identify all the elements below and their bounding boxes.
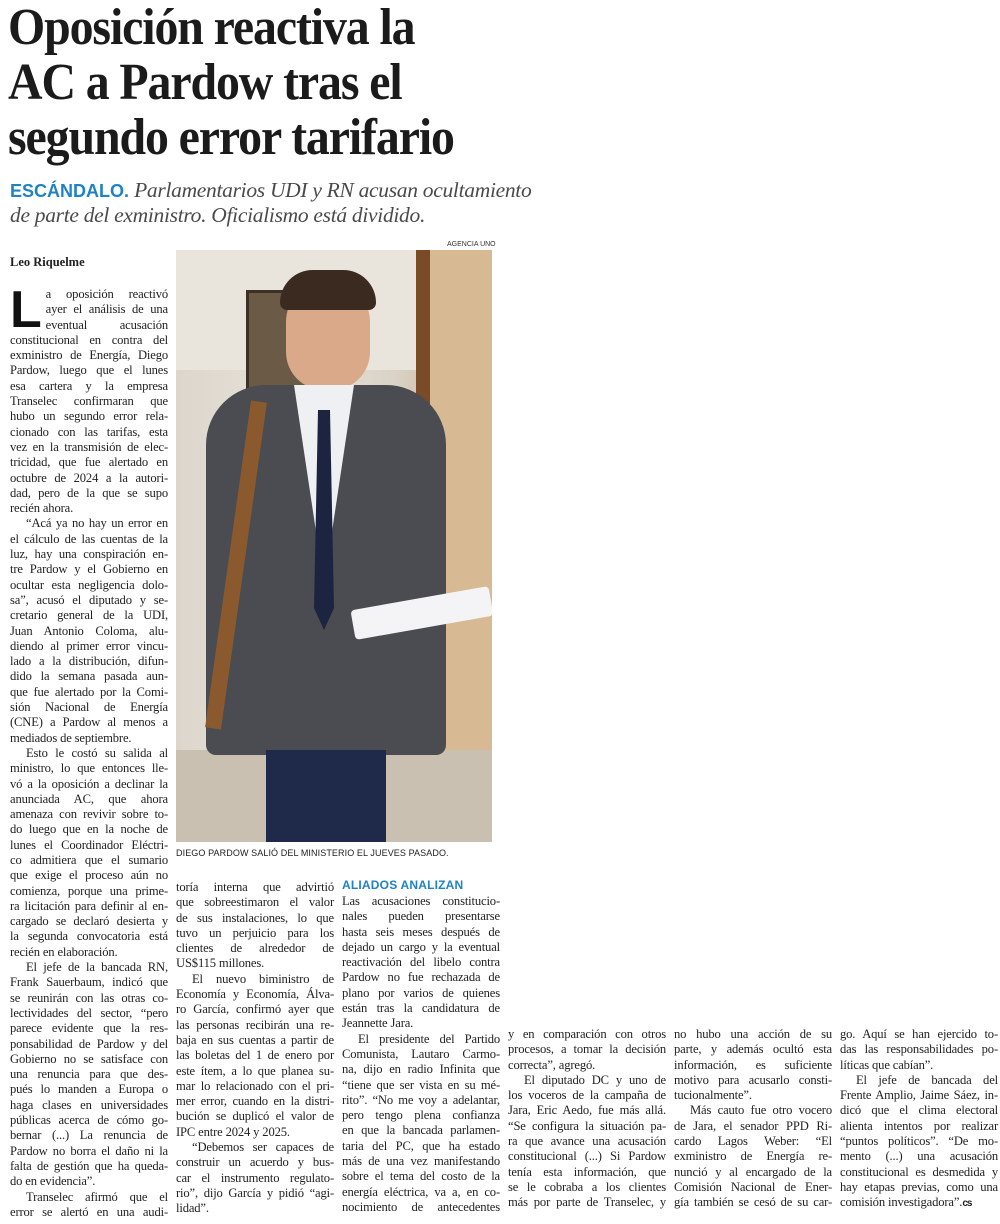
text-line: los voceros de la campaña de [508,1088,666,1103]
drop-cap: L [10,281,42,339]
kicker-label: ESCÁNDALO. [10,181,130,201]
text-line: Pardow no borra el daño ni la [10,1143,168,1158]
person-hair [280,270,376,310]
text-line: una renuncia para que des- [10,1067,168,1082]
text-line: Jara, Eric Aedo, fue más allá. [508,1103,666,1118]
text-line: el cálculo de las cuentas de la [10,531,168,546]
text-line: gía también se cesó de su car- [674,1195,832,1210]
text-line: cretario general de la UDI, [10,608,168,623]
text-line: plano por varios de quienes [342,985,500,1000]
text-line: Transelec afirmó que el [26,1189,168,1204]
text-line: diendo al primer error vincu- [10,638,168,653]
text-line: luz, hay una conspiración en- [10,547,168,562]
paragraph [176,1140,334,1216]
text-line: El jefe de bancada del [856,1072,998,1087]
text-line: procesos, a tomar la decisión [508,1042,666,1057]
text-line: este ítem, a lo que planea su- [176,1063,334,1078]
paragraph [674,1103,832,1210]
text-line: rio”, dijo García y pidió “agi- [176,1185,334,1200]
text-line: do luego que en la noche de [10,822,168,837]
text-line: recién ahora. [10,501,74,516]
text-line: mediados de septiembre. [10,730,132,745]
text-line: Gobierno no se satisface con [10,1051,168,1066]
text-line: se le cobraba a los clientes [508,1179,666,1194]
text-line: dido la semana pasada aun- [10,669,168,684]
text-line: lidad”. [176,1201,209,1216]
paragraph [176,972,334,1140]
paragraph [10,960,168,1189]
text-line: vó a la oposición a declinar la [10,776,168,791]
text-line: das las responsabilidades po- [840,1042,998,1057]
paragraph [342,894,500,1032]
text-line: hay etapas previas, como una [840,1179,998,1194]
subhead-text: de parte del exministro. Oficialismo está dividido. [10,203,426,227]
paragraph [840,1073,998,1211]
person-trousers [266,750,386,842]
text-line: construir un acuerdo y bus- [176,1155,334,1170]
text-line: lado a la distribución, difun- [10,654,168,669]
text-line: hasta seis meses después de [342,924,500,939]
text-line: Jeannette Jara. [342,1016,414,1031]
text-line: a oposición reactivó [45,287,168,301]
text-line: ra que avance una acusación [508,1134,666,1149]
text-line: ro García, confirmó ayer que [176,1002,334,1017]
text-line: ponsabilidad de Pardow y del [10,1036,168,1051]
text-line: energía eléctrica, va a, en co- [342,1184,500,1199]
text-line: cargado se declaró desierta y [10,914,168,929]
article-column-1 [10,281,168,1220]
text-line: “Debemos ser capaces de [192,1140,334,1155]
text-line: Juan Antonio Coloma, alu- [10,623,168,638]
text-line: que sobreestimaron el valor [176,895,334,910]
headline-line: Oposición reactiva la [8,0,415,56]
text-line: El presidente del Partido [358,1031,500,1046]
text-line: parece evidente que la res- [10,1021,168,1036]
text-line: El jefe de la bancada RN, [26,960,168,975]
text-line: comienza, porque una prime- [10,883,168,898]
text-line: na, dijo en radio Infinita que [342,1062,500,1077]
text-line: tricidad, que fue alertado en [10,455,168,470]
text-line: mar lo relacionado con el pri- [176,1078,334,1093]
paragraph [342,1032,500,1216]
article-column-5 [674,1027,832,1211]
text-line: “puntos políticos”. “De mo- [840,1134,998,1149]
text-line: amenaza con revivir sobre to- [10,807,168,822]
end-mark-logo: cs [962,1198,972,1210]
text-line: constitucional (...) Si Pardow [508,1149,666,1164]
text-line: Pardow, luego que el lunes [10,363,168,378]
text-line: de Jara, el senador PPD Ri- [674,1118,832,1133]
text-line: nunció y al encargado de la [674,1164,832,1179]
text-line: IPC entre 2024 y 2025. [176,1124,290,1139]
text-line: información, es suficiente [674,1057,832,1072]
article-column-3 [342,894,500,1215]
text-line: y en comparación con otros [508,1027,666,1041]
article-photo [176,250,492,842]
paragraph [176,880,334,972]
text-line: cionado con las tarifas, esta [10,424,168,439]
text-line: do en evidencia”. [10,1174,96,1189]
text-line: Economía y Economía, Álva- [176,987,334,1002]
text-line: bución se duplicó el valor de [176,1109,334,1124]
text-line: lunes el Coordinador Eléctri- [10,837,168,852]
paragraph [508,1073,666,1211]
photo-credit: AGENCIA UNO [447,241,496,248]
text-line: ayer el análisis de una [45,302,168,317]
text-line: “tiene que ser vista en su mé- [342,1077,500,1092]
text-line: Esto le costó su salida al [26,745,168,760]
text-line: exministro de Energía, Diego [10,348,168,363]
text-line: sa”, acusó el diputado y se- [10,592,168,607]
text-line: hubo un segundo error rela- [10,409,168,424]
text-line: sión Nacional de Energía [10,700,168,715]
text-line: Frank Sauerbaum, indicó que [10,975,168,990]
text-line: El diputado DC y uno de [524,1072,666,1087]
section-heading: ALIADOS ANALIZAN [342,878,464,892]
text-line: las personas recibirán una re- [176,1017,334,1032]
text-line: tre Pardow y el Gobierno en [10,562,168,577]
photo-caption: DIEGO PARDOW SALIÓ DEL MINISTERIO EL JUEVES PASADO. [176,848,449,858]
text-line: US$115 millones. [176,956,265,971]
text-line: pués lo manden a Europa o [10,1082,168,1097]
text-line: Comunista, Lautaro Carmo- [342,1046,500,1061]
paragraph [674,1027,832,1103]
text-line: mento (...) una acusación [840,1149,998,1164]
text-line: exministro de Energía re- [674,1149,832,1164]
text-line: co admitiera que el sumario [10,852,168,867]
headline-line: segundo error tarifario [8,109,454,166]
text-line: alienta intentos por realizar [840,1118,998,1133]
text-line: dicó que el clima electoral [840,1103,998,1118]
text-line: falta de gestión que ha queda- [10,1158,168,1173]
text-line: tucionalmente”. [674,1088,752,1103]
text-line: Más cauto fue otro vocero [690,1103,832,1118]
headline-line: AC a Pardow tras el [8,54,402,111]
text-line: motivo para acusarlo consti- [674,1072,832,1087]
text-line: más de una vez manifestando [342,1154,500,1169]
text-line: nocimiento de antecedentes [342,1199,500,1214]
text-line: Pardow no fue rechazada de [342,970,500,985]
text-line: comisión investigadora”.cs [840,1195,972,1210]
text-line: recién en elaboración. [10,944,118,959]
paragraph [840,1027,998,1073]
author-byline: Leo Riquelme [10,255,85,269]
text-line: pero tengo plena confianza [342,1108,500,1123]
paragraph [10,746,168,960]
text-line: públicas acerca de cómo go- [10,1113,168,1128]
text-line: ministro, lo que entonces lle- [10,761,168,776]
text-line: clientes de alrededor de [176,941,334,956]
text-line: dad, pero de la que se supo [10,485,168,500]
text-line: esa cartera y la empresa [10,378,168,393]
text-line: tuvo un perjuicio para los [176,925,334,940]
text-line: car el instrumento regulato- [176,1170,334,1185]
text-line: que exige el proceso aún no [10,868,168,883]
text-line: (CNE) a Pardow al menos a [10,715,168,730]
text-line: sobre el tema del costo de la [342,1169,500,1184]
subheadline [10,178,531,227]
text-line: parte, y además ocultó esta [674,1042,832,1057]
text-line: go. Aquí se han ejercido to- [840,1027,998,1041]
text-line: Comisión Nacional de Ener- [674,1179,832,1194]
text-line: nales pueden presentarse [342,909,500,924]
text-line: de sus instalaciones, lo que [176,910,334,925]
text-line: Las acusaciones constitucio- [342,894,500,908]
text-line: la segunda convocatoria está [10,929,168,944]
text-line: Transelec confirmaran que [10,394,168,409]
text-line: ra licitación para definir al en- [10,898,168,913]
text-line: toría interna que advirtió [176,880,334,894]
text-line: constitucional en contra del [10,332,168,347]
text-line: error se alertó en una audi- [10,1204,168,1219]
paragraph [508,1027,666,1073]
text-line: las boletas del 1 de enero por [176,1048,334,1063]
text-line: eventual acusación [45,317,168,332]
text-line: más por parte de Transelec, y [508,1195,666,1210]
text-line: constitucional es desmedida y [840,1164,998,1179]
article-column-6 [840,1027,998,1211]
text-line: taria del PC, que ha estado [342,1138,500,1153]
text-line: que fue alertado por la Comi- [10,684,168,699]
text-line: vez en la transmisión de elec- [10,439,168,454]
text-line: reactivación del libelo contra [342,955,500,970]
text-line: haga clases en universidades [10,1097,168,1112]
text-line: rito”. “No me voy a adelantar, [342,1092,500,1107]
text-line: mer error, cuando en la distri- [176,1094,334,1109]
text-line: anunciada AC, que ahora [10,791,168,806]
article-column-4 [508,1027,666,1211]
text-line: se reunirán con las otras co- [10,990,168,1005]
text-line: Frente Amplio, Jaime Sáez, in- [840,1088,998,1103]
text-line: correcta”, agregó. [508,1057,596,1072]
text-line: no hubo una acción de su [674,1027,832,1041]
text-line: bernar (...) La renuncia de [10,1128,168,1143]
text-line: en que la bancada parlamen- [342,1123,500,1138]
text-line: “Se configura la situación pa- [508,1118,666,1133]
text-line: baja en sus cuentas a partir de [176,1032,334,1047]
text-line: dejado un cargo y la eventual [342,939,500,954]
text-line: están tras la candidatura de [342,1001,500,1016]
text-line: líticas que cabían”. [840,1057,934,1072]
article-column-2 [176,880,334,1217]
text-line: tenía esta información, que [508,1164,666,1179]
paragraph [10,516,168,745]
headline [8,0,454,165]
text-line: octubre de 2024 a la autori- [10,470,168,485]
text-line: “Acá ya no hay un error en [26,516,168,531]
subhead-text: Parlamentarios UDI y RN acusan ocultamiento [129,178,532,202]
text-line: cardo Lagos Weber: “El [674,1134,832,1149]
text-line: ocultar esta negligencia dolo- [10,577,168,592]
paragraph [10,1190,168,1221]
text-line: lectividades del sector, “pero [10,1005,168,1020]
text-line: El nuevo biministro de [192,971,334,986]
